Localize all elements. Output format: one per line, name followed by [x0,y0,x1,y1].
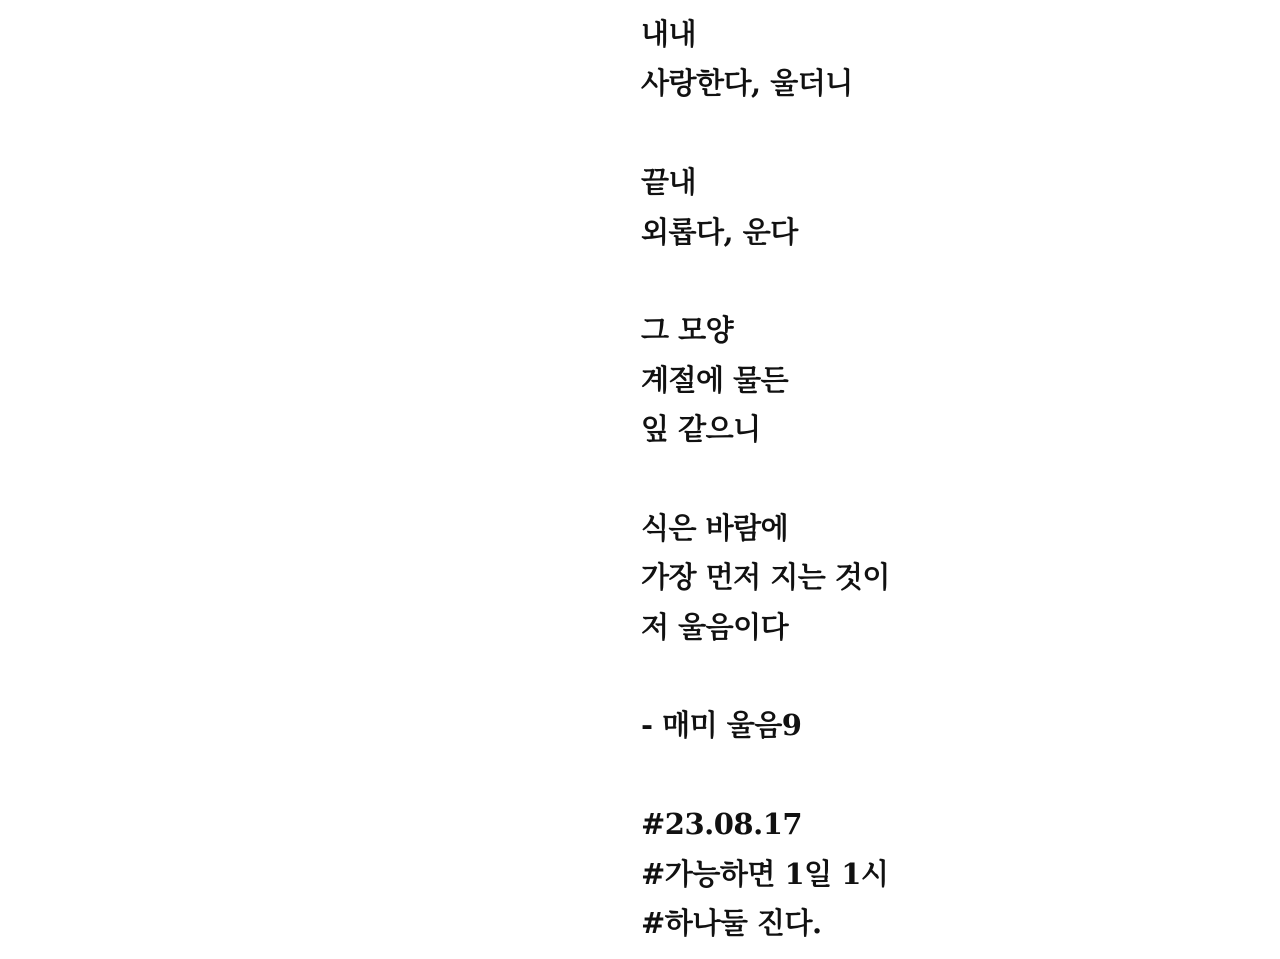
poem-body [641,10,1241,948]
poem-line: 외롭다, 운다 [641,214,798,249]
poem-line: 계절에 물든 [641,362,789,397]
hashtag-date[interactable]: #23.08.17 [641,807,803,842]
poem-line: 사랑한다, 울더니 [641,66,853,101]
poem-line: 내내 [641,17,697,51]
poem-line: 잎 같으니 [641,412,761,447]
poem-line: 그 모양 [641,313,734,348]
poem-line: 식은 바람에 [641,510,789,545]
stanza-4 [641,504,1241,652]
stanza-3 [641,306,1241,454]
poem-line: 끝내 [641,165,697,200]
hashtag-series[interactable]: #가능하면 1일 1시 [641,856,889,891]
stanza-break [641,109,1241,158]
hashtag-list [641,800,1241,948]
stanza-break [641,652,1241,701]
stanza-break [641,751,1241,800]
poem-signature: - 매미 울음9 [641,708,802,743]
stanza-2 [641,158,1241,257]
poem-line: 저 울음이다 [641,609,789,644]
stanza-1 [641,10,1241,109]
hashtag-theme[interactable]: #하나둘 진다. [641,906,822,941]
stanza-break [641,257,1241,306]
stanza-break [641,455,1241,504]
poem-line: 가장 먼저 지는 것이 [641,560,890,595]
